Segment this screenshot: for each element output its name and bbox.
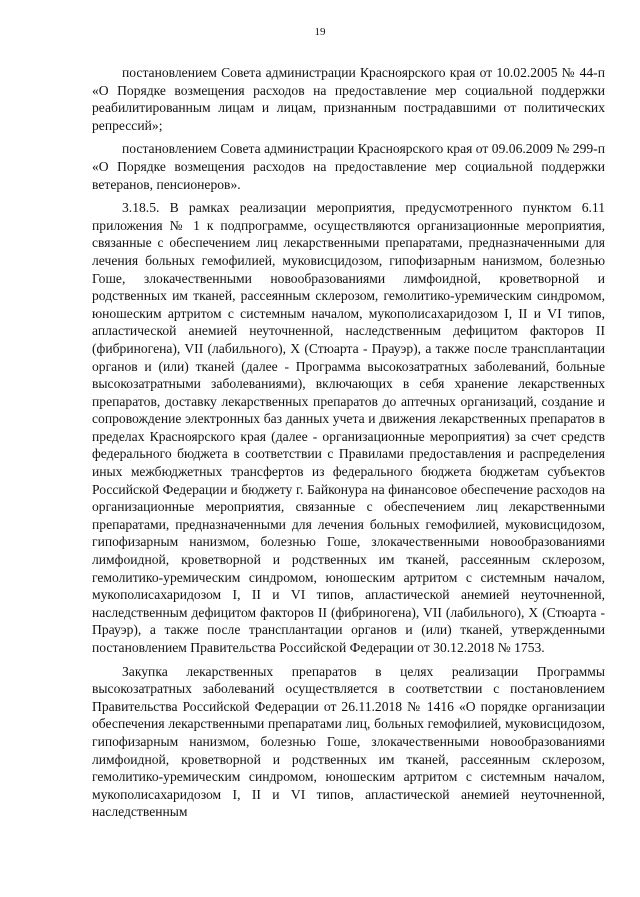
page-number: 19 xyxy=(314,26,326,38)
paragraph-3-18-5: 3.18.5. В рамках реализации мероприятия, предусмотренного пунктом 6.11 приложения № 1 к подпрограмме, осуществляются организационные мероприятия, связанные с обеспечением лиц лекарственными препаратами, предназначенными для лечения больных гемофилией, муковисцидозом, гипофизарным нанизмом, болезнью Гоше, злокачественными новообразованиями лимфоидной, кроветворной и родственных им тканей, рассеянным склерозом, гемолитико-уремическим синдромом, юношеским артритом с системным началом, мукополисахаридозом I, II и VI типов, апластической анемией неуточненной, наследственным дефицитом факторов II (фибриногена), VII (лабильного), X (Стюарта - Прауэр), а также после трансплантации органов и (или) тканей (далее - Программа высокозатратных заболеваний, больные высокозатратными заболеваниями), включающих в себя хранение лекарственных препаратов, доставку лекарственных препаратов до аптечных организаций, создание и сопровождение электронных баз данных учета и движения лекарственных препаратов в пределах Красноярского края (далее - организационные мероприятия) за счет средств федерального бюджета в соответствии с Правилами предоставления и распределения иных межбюджетных трансфертов из федерального бюджета бюджетам субъектов Российской Федерации и бюджету г. Байконура на финансовое обеспечение расходов на организационные мероприятия, связанные с обеспечением лиц лекарственными препаратами, предназначенными для лечения больных гемофилией, муковисцидозом, гипофизарным нанизмом, болезнью Гоше, злокачественными новообразованиями лимфоидной, кроветворной и родственных им тканей, рассеянным склерозом, гемолитико-уремическим синдромом, юношеским артритом с системным началом, мукополисахаридозом I, II и VI типов, апластической анемией неуточненной, наследственным дефицитом факторов II (фибриногена), VII (лабильного), X (Стюарта - Прауэр), а также после трансплантации органов и (или) тканей, утвержденными постановлением Правительства Российской Федерации от 30.12.2018 № 1753. xyxy=(92,200,605,655)
paragraph-decree-299p: постановлением Совета администрации Красноярского края от 09.06.2009 № 299-п «О Порядке возмещения расходов на предоставление мер социальной поддержки ветеранов, пенсионеров». xyxy=(92,141,605,192)
paragraph-decree-44p: постановлением Совета администрации Красноярского края от 10.02.2005 № 44-п «О Порядке возмещения расходов на предоставление мер социальной поддержки реабилитированным лицам и лицам, признанным пострадавшими от политических репрессий»; xyxy=(92,65,605,133)
paragraph-procurement: Закупка лекарственных препаратов в целях реализации Программы высокозатратных заболеваний осуществляется в соответствии с постановлением Правительства Российской Федерации от 26.11.2018 № 1416 «О порядке организации обеспечения лекарственными препаратами лиц, больных гемофилией, муковисцидозом, гипофизарным нанизмом, болезнью Гоше, злокачественными новообразованиями лимфоидной, кроветворной и родственных им тканей, рассеянным склерозом, гемолитико-уремическим синдромом, юношеским артритом с системным началом, мукополисахаридозом I, II и VI типов, апластической анемией неуточненной, наследственным xyxy=(92,663,605,820)
document-body xyxy=(92,64,605,821)
